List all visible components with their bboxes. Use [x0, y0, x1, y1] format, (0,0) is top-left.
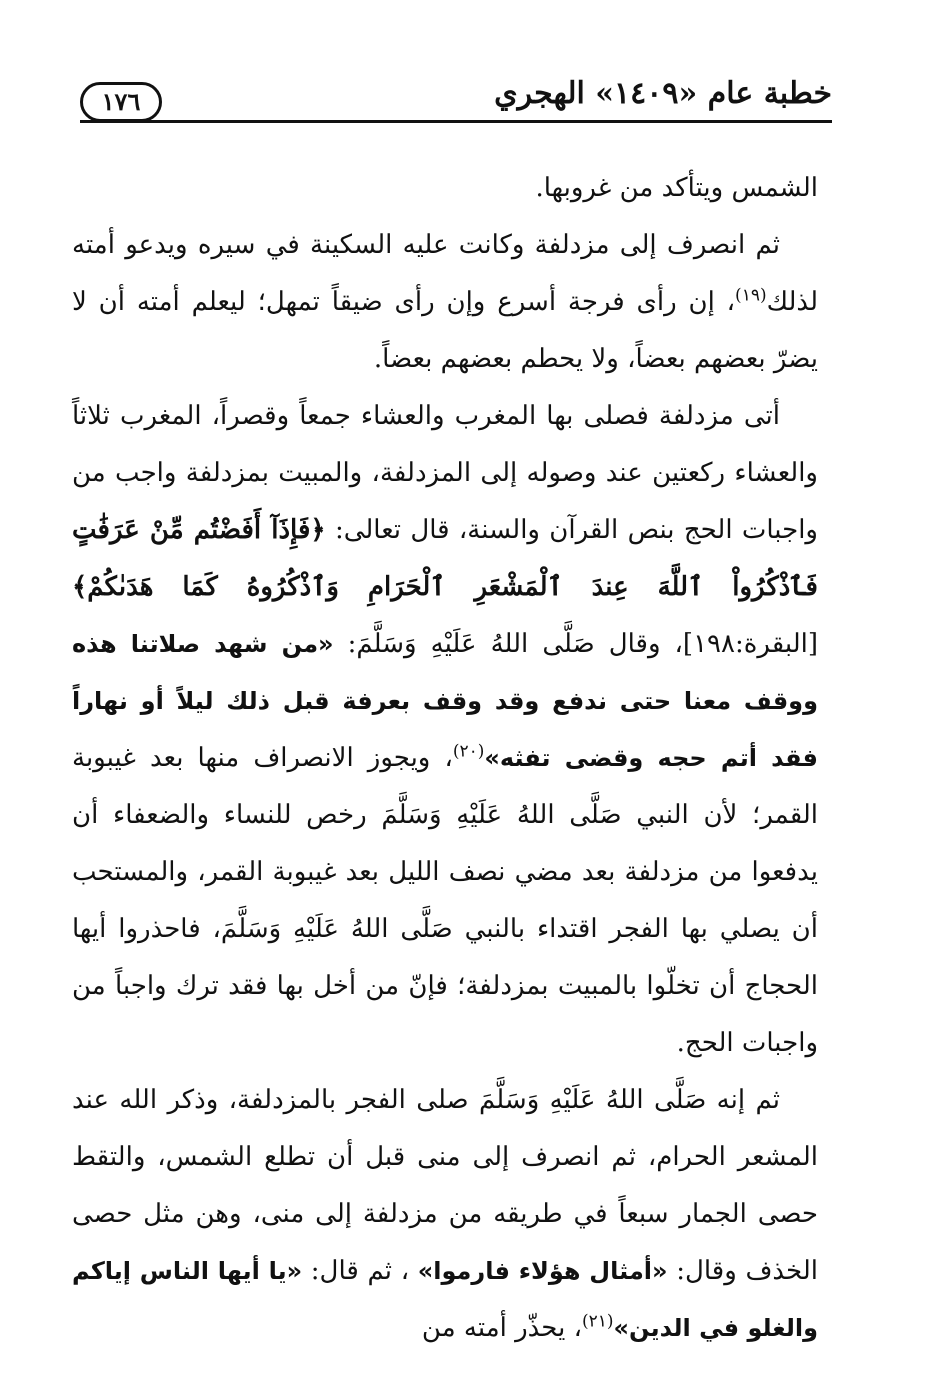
footnote-marker[interactable]: (٢٠)	[452, 741, 485, 762]
page-header	[72, 68, 832, 128]
paragraph-text: ، إن رأى فرجة أسرع وإن رأى ضيقاً تمهل؛ ليعلم أمته أن لا يضرّ بعضهم بعضاً، ولا يحطم بعضهم بعضاً.	[72, 287, 818, 374]
paragraph-text: أتى مزدلفة فصلى بها المغرب والعشاء جمعاً وقصراً، المغرب ثلاثاً والعشاء ركعتين عند وصوله إلى المزدلفة، والمبيت بمزدلفة واجب من واجبات الحج بنص القرآن والسنة، قال تعالى:	[72, 401, 818, 545]
paragraph	[72, 217, 818, 388]
paragraph-text: ، ويجوز الانصراف منها بعد غيبوبة القمر؛ لأن النبي صَلَّى اللهُ عَلَيْهِ وَسَلَّمَ رخص للنساء والضعفاء أن يدفعوا من مزدلفة بعد مضي نصف الليل بعد غيبوبة القمر، والمستحب أن يصلي بها الفجر اقتداء بالنبي صَلَّى اللهُ عَلَيْهِ وَسَلَّمَ، فاحذروا أيها الحجاج أن تخلّوا بالمبيت بمزدلفة؛ فإنّ من أخل بها فقد ترك واجباً من واجبات الحج.	[72, 743, 818, 1058]
paragraph	[72, 160, 818, 217]
paragraph-text: الشمس ويتأكد من غروبها.	[535, 173, 818, 203]
paragraph	[72, 1072, 818, 1357]
paragraph-text: ثم إنه صَلَّى اللهُ عَلَيْهِ وَسَلَّمَ صلى الفجر بالمزدلفة، وذكر الله عند المشعر الحرام، ثم انصرف إلى منى قبل أن تطلع الشمس، والتقط حصى الجمار سبعاً في طريقه من مزدلفة إلى منى، وهن مثل حصى الخذف وقال:	[72, 1085, 818, 1286]
paragraph-text: ، ثم قال:	[302, 1256, 418, 1286]
hadith-quote: «يا أيها الناس إياكم والغلو في الدين»	[72, 1257, 818, 1342]
hadith-quote: «من شهد صلاتنا هذه ووقف معنا حتى ندفع وقد وقف بعرفة قبل ذلك ليلاً أو نهاراً فقد أتم حجه وقضى تفثه»	[72, 630, 818, 772]
header-rule	[80, 120, 832, 123]
paragraph-text: ثم انصرف إلى مزدلفة وكانت عليه السكينة في سيره ويدعو أمته لذلك	[72, 230, 818, 317]
verse-reference: [البقرة:١٩٨]، وقال صَلَّى اللهُ عَلَيْهِ وَسَلَّمَ:	[333, 629, 818, 659]
body-text	[72, 160, 818, 1357]
page-number: ١٧٦	[80, 82, 162, 122]
hadith-quote: «أمثال هؤلاء فارموا»	[417, 1257, 668, 1285]
quran-verse: ﴿فَإِذَآ أَفَضْتُم مِّنْ عَرَفَٰتٍ فَٱذْكُرُواْ ٱللَّهَ عِندَ ٱلْمَشْعَرِ ٱلْحَرَامِ وَٱذْكُرُوهُ كَمَا هَدَىٰكُمْ﴾	[72, 515, 818, 602]
paragraph-text: ، يحذّر أمته من	[421, 1313, 582, 1343]
paragraph	[72, 388, 818, 1072]
footnote-marker[interactable]: (٢١)	[581, 1311, 614, 1332]
footnote-marker[interactable]: (١٩)	[735, 285, 767, 306]
running-title: خطبة عام «١٤٠٩» الهجري	[494, 76, 832, 111]
